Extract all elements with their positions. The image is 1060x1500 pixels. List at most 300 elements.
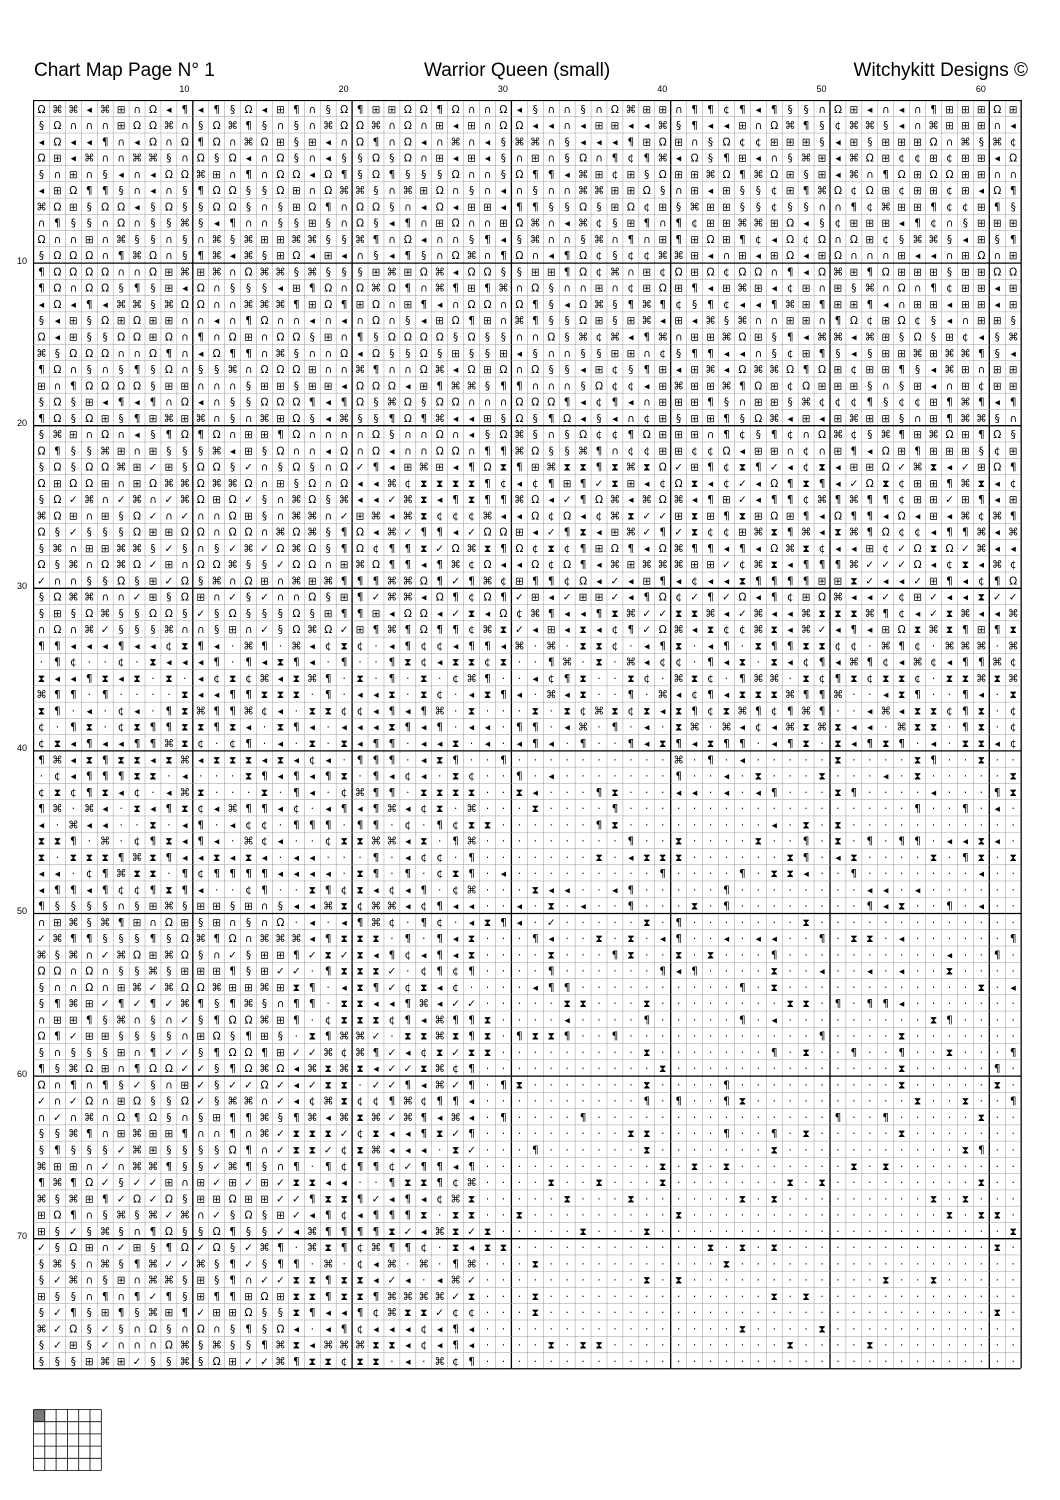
stitch-symbol: ·: [597, 1112, 600, 1124]
stitch-symbol: ·: [534, 1096, 537, 1108]
stitch-symbol: ¶: [675, 933, 682, 945]
stitch-symbol: ·: [789, 1323, 792, 1335]
stitch-symbol: Ω: [292, 429, 300, 441]
stitch-symbol: ⊞: [929, 494, 938, 506]
stitch-symbol: Ω: [276, 169, 284, 181]
stitch-symbol: ·: [980, 917, 983, 929]
stitch-symbol: ⧗: [850, 1161, 857, 1173]
stitch-symbol: §: [788, 201, 793, 213]
stitch-symbol: ∩: [85, 120, 93, 132]
stitch-symbol: ⊞: [977, 283, 986, 295]
stitch-symbol: ¶: [181, 868, 188, 880]
stitch-symbol: ⊞: [324, 380, 333, 392]
stitch-symbol: ⊞: [642, 283, 651, 295]
stitch-symbol: ·: [820, 754, 823, 766]
stitch-symbol: ∩: [181, 559, 189, 571]
stitch-symbol: ⧗: [595, 640, 602, 652]
stitch-symbol: ¶: [166, 1242, 173, 1254]
stitch-symbol: ·: [741, 1063, 744, 1075]
stitch-symbol: ◂: [931, 380, 937, 392]
stitch-symbol: ⌘: [36, 201, 47, 213]
stitch-symbol: ⧗: [340, 1096, 347, 1108]
stitch-symbol: ◂: [867, 624, 873, 636]
stitch-symbol: ·: [693, 1096, 696, 1108]
stitch-symbol: Ω: [308, 478, 316, 490]
stitch-symbol: Ω: [308, 559, 316, 571]
stitch-symbol: Ω: [675, 478, 683, 490]
stitch-symbol: ⧗: [707, 1242, 714, 1254]
stitch-symbol: ¶: [548, 169, 555, 181]
stitch-symbol: ¶: [197, 429, 204, 441]
stitch-symbol: ¶: [102, 754, 109, 766]
stitch-symbol: ·: [884, 982, 887, 994]
stitch-symbol: ◂: [580, 413, 586, 425]
stitch-symbol: Ω: [707, 234, 715, 246]
stitch-symbol: ⌘: [243, 543, 254, 555]
stitch-symbol: ·: [518, 1063, 521, 1075]
stitch-symbol: ◂: [310, 933, 316, 945]
stitch-symbol: ⧗: [771, 624, 778, 636]
stitch-symbol: ·: [836, 982, 839, 994]
stitch-symbol: ·: [486, 1112, 489, 1124]
stitch-symbol: §: [182, 1291, 187, 1303]
stitch-symbol: Ω: [882, 462, 890, 474]
stitch-symbol: ⧗: [882, 673, 889, 685]
stitch-symbol: ⊞: [961, 494, 970, 506]
stitch-symbol: §: [246, 559, 251, 571]
stitch-symbol: ⧗: [340, 1193, 347, 1205]
stitch-symbol: ·: [868, 1128, 871, 1140]
stitch-symbol: ⧗: [468, 819, 475, 831]
stitch-symbol: ∩: [898, 299, 906, 311]
stitch-symbol: ¶: [851, 445, 858, 457]
stitch-symbol: ⌘: [434, 1079, 445, 1091]
stitch-symbol: ⧗: [436, 1047, 443, 1059]
stitch-symbol: ⧗: [340, 966, 347, 978]
stitch-symbol: ∩: [261, 1144, 269, 1156]
stitch-symbol: ⊞: [563, 478, 572, 490]
stitch-symbol: ¢: [373, 1096, 380, 1108]
stitch-symbol: ⌘: [148, 966, 159, 978]
stitch-symbol: ·: [996, 884, 999, 896]
stitch-symbol: ⌘: [211, 234, 222, 246]
stitch-symbol: §: [883, 120, 888, 132]
stitch-symbol: Ω: [452, 543, 460, 555]
stitch-symbol: ·: [948, 738, 951, 750]
stitch-symbol: ◂: [788, 413, 794, 425]
stitch-symbol: ¶: [978, 657, 985, 669]
stitch-symbol: ∩: [308, 429, 316, 441]
stitch-symbol: ¶: [341, 169, 348, 181]
stitch-symbol: ⊞: [977, 104, 986, 116]
stitch-symbol: §: [87, 315, 92, 327]
stitch-symbol: ⊞: [658, 234, 667, 246]
stitch-symbol: ⊞: [674, 510, 683, 522]
stitch-symbol: Ω: [372, 429, 380, 441]
stitch-symbol: ✓: [276, 1226, 285, 1238]
stitch-symbol: ∩: [213, 413, 221, 425]
stitch-symbol: ¶: [245, 1031, 252, 1043]
stitch-symbol: ⌘: [132, 299, 143, 311]
stitch-symbol: ·: [311, 836, 314, 848]
stitch-symbol: Ω: [595, 494, 603, 506]
stitch-symbol: ⧗: [309, 1128, 316, 1140]
stitch-symbol: Ω: [372, 169, 380, 181]
stitch-symbol: ⌘: [530, 608, 541, 620]
stitch-symbol: Ω: [324, 283, 332, 295]
stitch-symbol: ·: [964, 949, 967, 961]
stitch-symbol: ⌘: [865, 331, 876, 343]
stitch-symbol: ¶: [405, 218, 412, 230]
stitch-symbol: ⧗: [468, 787, 475, 799]
stitch-symbol: ⊞: [690, 250, 699, 262]
stitch-symbol: ·: [709, 1210, 712, 1222]
stitch-symbol: ⧗: [420, 1063, 427, 1075]
stitch-symbol: ·: [390, 868, 393, 880]
stitch-symbol: ¶: [755, 705, 762, 717]
stitch-symbol: ∩: [117, 478, 125, 490]
stitch-symbol: ∩: [356, 429, 364, 441]
stitch-symbol: §: [995, 331, 1000, 343]
stitch-symbol: ·: [327, 998, 330, 1010]
stitch-symbol: §: [262, 608, 267, 620]
stitch-symbol: ◂: [310, 640, 316, 652]
stitch-symbol: ⊞: [244, 331, 253, 343]
stitch-symbol: ¶: [389, 705, 396, 717]
stitch-symbol: ✓: [515, 592, 524, 604]
stitch-symbol: ∩: [388, 185, 396, 197]
stitch-symbol: ◂: [1011, 348, 1017, 360]
stitch-symbol: Ω: [882, 527, 890, 539]
stitch-symbol: ◂: [501, 185, 507, 197]
stitch-symbol: ⌘: [466, 673, 477, 685]
stitch-symbol: Ω: [356, 283, 364, 295]
stitch-symbol: ⊞: [961, 104, 970, 116]
stitch-symbol: ¢: [357, 1323, 364, 1335]
stitch-symbol: ¢: [643, 673, 650, 685]
stitch-symbol: §: [246, 185, 251, 197]
stitch-symbol: ⌘: [753, 527, 764, 539]
stitch-symbol: ¶: [357, 1307, 364, 1319]
stitch-symbol: ⧗: [675, 949, 682, 961]
stitch-symbol: ◂: [549, 120, 555, 132]
stitch-symbol: ·: [534, 1242, 537, 1254]
stitch-symbol: ¶: [293, 299, 300, 311]
stitch-symbol: ·: [502, 1210, 505, 1222]
stitch-symbol: ⧗: [771, 1193, 778, 1205]
stitch-symbol: ◂: [310, 250, 316, 262]
stitch-symbol: ✓: [244, 1177, 253, 1189]
stitch-symbol: ⊞: [674, 445, 683, 457]
stitch-symbol: ¶: [325, 1291, 332, 1303]
stitch-symbol: ∩: [675, 331, 683, 343]
stitch-symbol: Ω: [292, 331, 300, 343]
stitch-symbol: ⊞: [212, 966, 221, 978]
stitch-symbol: ∩: [643, 348, 651, 360]
stitch-symbol: ⊞: [101, 478, 110, 490]
stitch-symbol: Ω: [531, 397, 539, 409]
stitch-symbol: ¶: [405, 559, 412, 571]
stitch-symbol: §: [150, 218, 155, 230]
stitch-symbol: ·: [645, 754, 648, 766]
stitch-symbol: ·: [804, 1144, 807, 1156]
stitch-symbol: ⌘: [196, 413, 207, 425]
stitch-symbol: Ω: [37, 559, 45, 571]
stitch-symbol: ·: [725, 1340, 728, 1352]
stitch-symbol: ·: [374, 657, 377, 669]
stitch-symbol: §: [342, 234, 347, 246]
stitch-symbol: ⊞: [467, 120, 476, 132]
stitch-symbol: Ω: [149, 136, 157, 148]
stitch-symbol: ◂: [118, 738, 124, 750]
stitch-symbol: ·: [677, 1307, 680, 1319]
stitch-symbol: ¶: [325, 1226, 332, 1238]
stitch-symbol: ⊞: [642, 575, 651, 587]
stitch-symbol: ◂: [867, 705, 873, 717]
stitch-symbol: ✓: [69, 1096, 78, 1108]
stitch-symbol: ¶: [707, 104, 714, 116]
stitch-symbol: ⊞: [69, 331, 78, 343]
stitch-symbol: ∩: [340, 283, 348, 295]
stitch-symbol: ·: [406, 689, 409, 701]
stitch-symbol: ✓: [722, 592, 731, 604]
stitch-symbol: ⧗: [930, 705, 937, 717]
stitch-symbol: ◂: [740, 299, 746, 311]
stitch-symbol: ⧗: [994, 1307, 1001, 1319]
stitch-symbol: ∩: [213, 510, 221, 522]
stitch-symbol: ⧗: [707, 949, 714, 961]
stitch-symbol: ·: [629, 1161, 632, 1173]
stitch-symbol: ⊞: [642, 266, 651, 278]
stitch-symbol: §: [294, 348, 299, 360]
stitch-symbol: ⊞: [945, 120, 954, 132]
stitch-symbol: ∩: [69, 120, 77, 132]
stitch-symbol: ⧗: [962, 673, 969, 685]
stitch-symbol: §: [134, 608, 139, 620]
stitch-symbol: ⌘: [323, 1340, 334, 1352]
stitch-symbol: ¶: [548, 608, 555, 620]
stitch-symbol: ◂: [772, 933, 778, 945]
stitch-symbol: ·: [1012, 884, 1015, 896]
stitch-symbol: ∩: [197, 315, 205, 327]
stitch-symbol: ·: [518, 1323, 521, 1335]
stitch-symbol: ·: [884, 1242, 887, 1254]
stitch-symbol: ✓: [244, 494, 253, 506]
stitch-symbol: Ω: [276, 153, 284, 165]
stitch-symbol: ∩: [420, 218, 428, 230]
stitch-symbol: §: [39, 169, 44, 181]
stitch-symbol: ✓: [292, 1210, 301, 1222]
stitch-symbol: ◂: [676, 153, 682, 165]
stitch-symbol: ¶: [484, 494, 491, 506]
stitch-symbol: ◂: [867, 104, 873, 116]
stitch-symbol: ¶: [229, 1275, 236, 1287]
stitch-symbol: ⌘: [243, 1096, 254, 1108]
stitch-symbol: ·: [613, 998, 616, 1010]
stitch-symbol: ·: [454, 722, 457, 734]
stitch-symbol: ·: [852, 705, 855, 717]
stitch-symbol: ⌘: [323, 575, 334, 587]
stitch-symbol: ¶: [229, 1063, 236, 1075]
stitch-symbol: ∩: [117, 1063, 125, 1075]
stitch-symbol: ⊞: [101, 413, 110, 425]
stitch-symbol: ∩: [611, 445, 619, 457]
stitch-symbol: ⧗: [452, 657, 459, 669]
stitch-symbol: ⧗: [818, 640, 825, 652]
stitch-symbol: ◂: [150, 169, 156, 181]
stitch-symbol: ∩: [213, 592, 221, 604]
stitch-symbol: ◂: [803, 868, 809, 880]
stitch-symbol: ◂: [549, 738, 555, 750]
stitch-symbol: ⊞: [706, 559, 715, 571]
stitch-symbol: ⧗: [739, 1323, 746, 1335]
stitch-symbol: ·: [550, 1323, 553, 1335]
stitch-symbol: Ω: [945, 169, 953, 181]
stitch-symbol: ⊞: [1009, 283, 1018, 295]
stitch-symbol: ·: [1012, 1161, 1015, 1173]
stitch-symbol: §: [246, 201, 251, 213]
stitch-symbol: ¶: [739, 673, 746, 685]
stitch-symbol: ⧗: [420, 1031, 427, 1043]
stitch-symbol: ⊞: [658, 397, 667, 409]
stitch-symbol: Ω: [547, 397, 555, 409]
stitch-symbol: ⊞: [897, 201, 906, 213]
stitch-symbol: §: [596, 201, 601, 213]
stitch-symbol: Ω: [611, 104, 619, 116]
stitch-symbol: ¢: [261, 705, 268, 717]
stitch-symbol: ◂: [405, 380, 411, 392]
stitch-symbol: Ω: [993, 462, 1001, 474]
stitch-symbol: ⧗: [356, 1356, 363, 1368]
stitch-symbol: ✓: [180, 1063, 189, 1075]
stitch-symbol: ⧗: [723, 1258, 730, 1270]
stitch-symbol: ∩: [404, 364, 412, 376]
stitch-symbol: ◂: [373, 527, 379, 539]
stitch-symbol: ◂: [565, 608, 571, 620]
stitch-symbol: §: [182, 608, 187, 620]
stitch-symbol: ∩: [69, 575, 77, 587]
stitch-symbol: ¶: [102, 1193, 109, 1205]
stitch-symbol: ⧗: [436, 803, 443, 815]
stitch-symbol: ¶: [851, 1047, 858, 1059]
stitch-symbol: ·: [789, 1291, 792, 1303]
stitch-symbol: Ω: [53, 136, 61, 148]
stitch-symbol: Ω: [85, 283, 93, 295]
stitch-symbol: ⧗: [548, 543, 555, 555]
stitch-symbol: ·: [852, 1258, 855, 1270]
stitch-symbol: ·: [948, 1340, 951, 1352]
stitch-symbol: ⊞: [977, 299, 986, 311]
stitch-symbol: ·: [757, 884, 760, 896]
stitch-symbol: Ω: [850, 234, 858, 246]
stitch-symbol: ✓: [467, 1275, 476, 1287]
stitch-symbol: Ω: [229, 1047, 237, 1059]
stitch-symbol: ¶: [882, 998, 889, 1010]
stitch-symbol: ⌘: [960, 510, 971, 522]
stitch-symbol: ⌘: [769, 413, 780, 425]
stitch-symbol: ·: [804, 754, 807, 766]
stitch-symbol: Ω: [308, 592, 316, 604]
stitch-symbol: ·: [757, 966, 760, 978]
stitch-symbol: §: [676, 120, 681, 132]
stitch-symbol: ∩: [627, 266, 635, 278]
stitch-symbol: ·: [693, 933, 696, 945]
stitch-symbol: ⊞: [435, 218, 444, 230]
stitch-symbol: Ω: [707, 266, 715, 278]
stitch-symbol: §: [979, 445, 984, 457]
stitch-symbol: ◂: [421, 771, 427, 783]
stitch-symbol: ◂: [437, 982, 443, 994]
stitch-symbol: ·: [900, 852, 903, 864]
stitch-symbol: §: [565, 364, 570, 376]
stitch-symbol: ⌘: [546, 640, 557, 652]
stitch-symbol: ◂: [134, 136, 140, 148]
stitch-symbol: ·: [518, 1356, 521, 1368]
stitch-symbol: §: [262, 283, 267, 295]
stitch-symbol: ∩: [547, 348, 555, 360]
stitch-symbol: Ω: [69, 1242, 77, 1254]
stitch-symbol: ¶: [134, 1063, 141, 1075]
stitch-symbol: ⧗: [38, 836, 45, 848]
stitch-symbol: ¢: [118, 884, 125, 896]
stitch-symbol: ·: [645, 1356, 648, 1368]
stitch-symbol: ⌘: [928, 429, 939, 441]
stitch-symbol: ¶: [468, 1079, 475, 1091]
stitch-symbol: ·: [597, 836, 600, 848]
stitch-symbol: ⊞: [1009, 494, 1018, 506]
stitch-symbol: ✓: [37, 1242, 46, 1254]
stitch-symbol: ✓: [69, 1226, 78, 1238]
stitch-symbol: §: [118, 527, 123, 539]
stitch-symbol: ◂: [628, 120, 634, 132]
stitch-symbol: ¶: [373, 787, 380, 799]
stitch-symbol: ·: [518, 1144, 521, 1156]
stitch-symbol: ¶: [532, 169, 539, 181]
stitch-symbol: ∩: [452, 299, 460, 311]
stitch-symbol: ·: [836, 1128, 839, 1140]
stitch-symbol: ◂: [310, 169, 316, 181]
stitch-symbol: ⊞: [929, 413, 938, 425]
stitch-symbol: ◂: [851, 592, 857, 604]
stitch-symbol: ·: [741, 787, 744, 799]
stitch-symbol: ◂: [995, 608, 1001, 620]
stitch-symbol: ∩: [1009, 413, 1017, 425]
stitch-symbol: ¶: [86, 933, 93, 945]
stitch-symbol: ⧗: [340, 933, 347, 945]
stitch-symbol: ⧗: [802, 478, 809, 490]
stitch-symbol: §: [118, 413, 123, 425]
stitch-symbol: Ω: [914, 543, 922, 555]
stitch-symbol: ◂: [310, 917, 316, 929]
stitch-symbol: ·: [996, 901, 999, 913]
stitch-symbol: Ω: [834, 510, 842, 522]
stitch-symbol: ⌘: [466, 380, 477, 392]
stitch-symbol: ⧗: [978, 478, 985, 490]
stitch-symbol: ⌘: [243, 705, 254, 717]
stitch-symbol: §: [39, 1356, 44, 1368]
stitch-symbol: ◂: [389, 640, 395, 652]
stitch-symbol: ⊞: [849, 266, 858, 278]
stitch-symbol: ⌘: [673, 624, 684, 636]
stitch-symbol: ¶: [373, 803, 380, 815]
stitch-symbol: ⌘: [769, 673, 780, 685]
stitch-symbol: ·: [486, 901, 489, 913]
stitch-symbol: §: [55, 348, 60, 360]
stitch-symbol: ✓: [260, 1356, 269, 1368]
stitch-symbol: ·: [390, 1356, 393, 1368]
stitch-symbol: ·: [789, 1356, 792, 1368]
stitch-symbol: ◂: [835, 153, 841, 165]
